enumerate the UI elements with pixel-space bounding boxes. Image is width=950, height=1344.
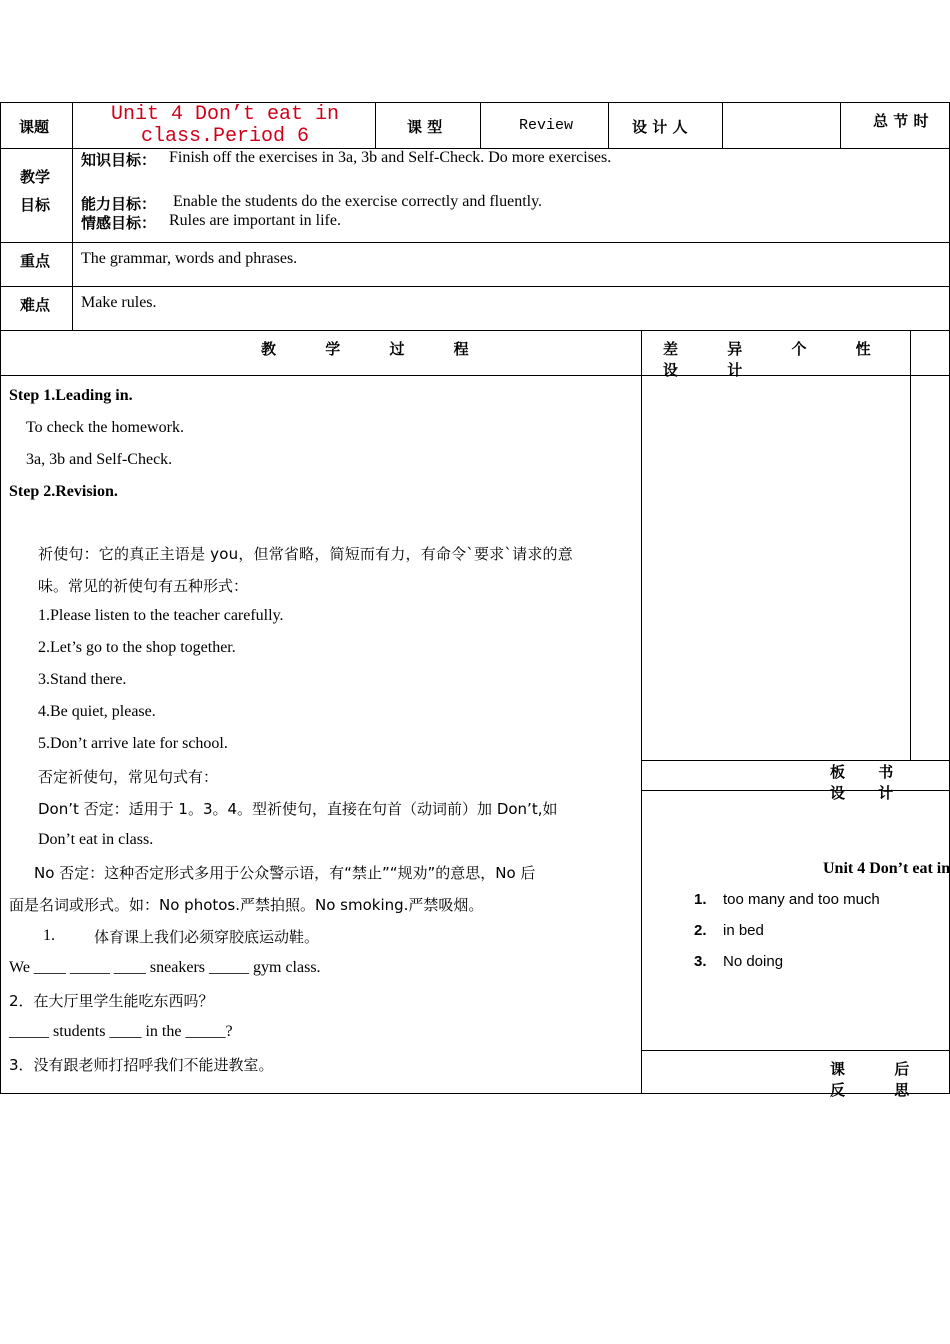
key-point-label: 重点 [20,252,51,270]
emotion-objective-text: Rules are important in life. [169,212,341,229]
lesson-type-label: 课 型 [407,118,443,136]
dont-example: Don’t eat in class. [38,831,154,848]
example-3: 3.Stand there. [38,671,127,688]
grid-line [0,1093,950,1094]
imperative-intro-2: 味。常见的祈使句有五种形式： [38,577,249,595]
exercise-1-english: We ____ _____ ____ sneakers _____ gym class. [9,959,321,976]
topic-label: 课题 [19,118,50,136]
board-design-header: 板 书 设 计 [830,763,908,802]
step1-line-2: 3a, 3b and Self-Check. [26,451,173,468]
objectives-label-1: 教学 [20,168,51,186]
objectives-label-2: 目标 [20,196,51,214]
grid-line [480,102,481,148]
board-item-text-1: too many and too much [723,891,880,908]
exercise-1-number: 1. [43,927,55,944]
imperative-intro-1: 祈使句：它的真正主语是 you，但常省略，简短而有力，有命令`要求`请求的意 [38,545,573,563]
board-item-text-3: No doing [723,953,784,970]
example-1: 1.Please listen to the teacher carefully. [38,607,284,624]
emotion-objective-label: 情感目标： [81,214,157,232]
designer-label: 设 计 人 [632,118,688,136]
exercise-2-english: _____ students ____ in the _____? [9,1023,233,1040]
step2-title: Step 2.Revision. [9,483,118,500]
grid-line [0,286,950,287]
grid-line [840,102,841,148]
grid-line [641,330,642,1094]
exercise-2-chinese: 2．在大厅里学生能吃东西吗？ [9,992,214,1010]
no-rule-1: No 否定：这种否定形式多用于公众警示语，有“禁止”“规劝”的意思，No 后 [34,864,536,882]
board-item-text-2: in bed [723,922,764,939]
grid-line [910,330,911,760]
grid-line [72,102,73,330]
board-item-number-1: 1. [694,891,707,908]
example-2: 2.Let’s go to the shop together. [38,639,236,656]
grid-line [608,102,609,148]
knowledge-objective-label: 知识目标： [81,151,157,169]
dont-rule: Don’t 否定：适用于 1。3。4。型祈使句，直接在句首（动词前）加 Don’t,如 [38,800,558,818]
grid-line [0,330,950,331]
reflection-header: 课 后 反 思 [830,1060,932,1099]
exercise-3-chinese: 3．没有跟老师打招呼我们不能进教室。 [9,1056,274,1074]
grid-line [722,102,723,148]
grid-line [0,102,1,1094]
difficulty-label: 难点 [20,296,51,314]
board-item-number-3: 3. [694,953,707,970]
ability-objective-label: 能力目标： [81,195,157,213]
knowledge-objective-text: Finish off the exercises in 3a, 3b and Self-Check. Do more exercises. [169,149,612,166]
no-rule-2: 面是名词或形式。如：No photos.严禁拍照。No smoking.严禁吸烟。 [9,896,484,914]
grid-line [0,242,950,243]
total-periods-label: 总 节 时 [873,112,929,130]
differentiated-design-header: 差 异 个 性 设 计 [663,340,893,379]
negative-intro: 否定祈使句，常见句式有： [38,768,219,786]
board-item-number-2: 2. [694,922,707,939]
step1-line-1: To check the homework. [26,419,184,436]
example-4: 4.Be quiet, please. [38,703,156,720]
grid-line [641,1050,950,1051]
board-title: Unit 4 Don’t eat in [823,860,950,877]
grid-line [375,102,376,148]
exercise-1-chinese: 体育课上我们必须穿胶底运动鞋。 [94,928,320,946]
difficulty-text: Make rules. [81,294,157,311]
lesson-type-value: Review [519,117,574,134]
key-point-text: The grammar, words and phrases. [81,250,298,267]
lesson-title: Unit 4 Don’t eat in class.Period 6 [110,103,340,148]
example-5: 5.Don’t arrive late for school. [38,735,228,752]
ability-objective-text: Enable the students do the exercise correctly and fluently. [173,193,543,210]
step1-title: Step 1.Leading in. [9,387,133,404]
teaching-process-header: 教 学 过 程 [261,340,491,358]
